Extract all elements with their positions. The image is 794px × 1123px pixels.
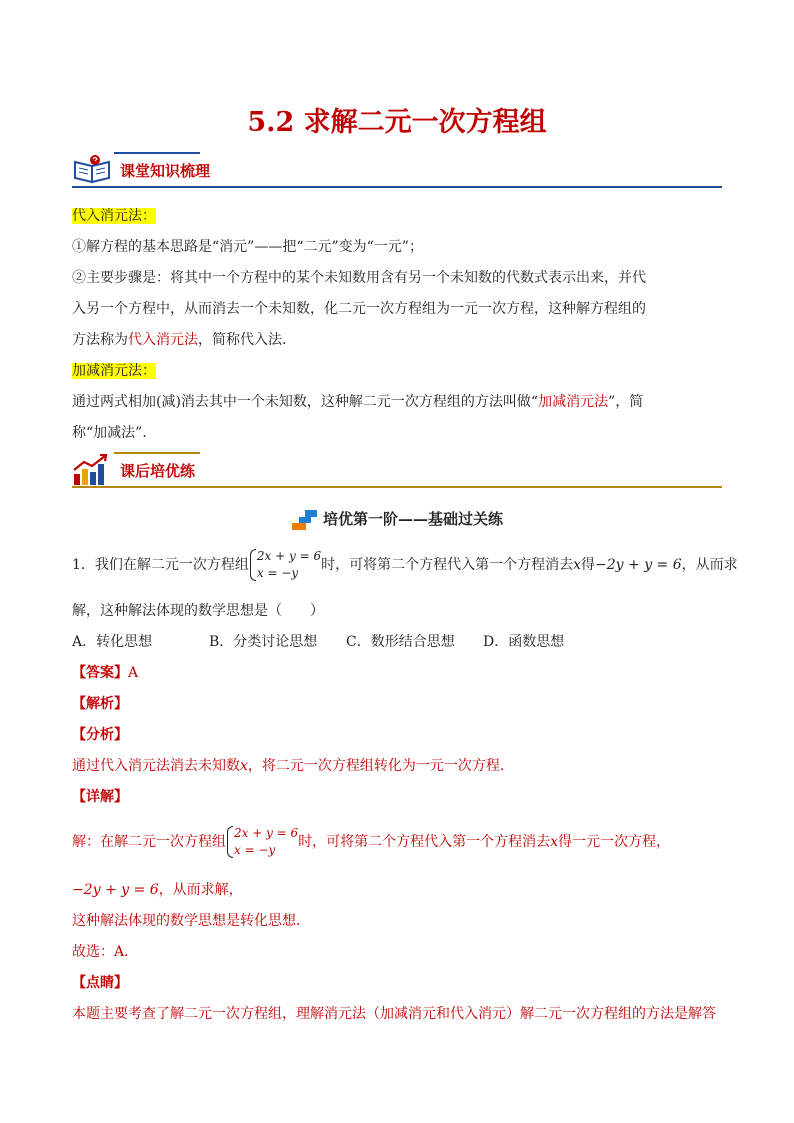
option-c: C．数形结合思想 [346,634,455,650]
comment-text: 本题主要考查了解二元一次方程组，理解消元法（加减消元和代入消元）解二元一次方程组的方法是解答 [72,1006,716,1022]
paragraph: ②主要步骤是：将其中一个方程中的某个未知数用含有另一个未知数的代数式表示出来，并代 [72,270,646,286]
bar-chart-icon [72,454,108,486]
detail-line4: 故选：A． [72,944,139,960]
question-stem-line2: 解，这种解法体现的数学思想是（ ） [72,603,324,619]
section-title: 课堂知识梳理 [120,162,211,180]
comment-label: 【点睛】 [72,975,128,991]
divider [72,486,722,488]
equation-system: 2x + y = 6 x = −y [226,825,298,859]
equation-system: 2x + y = 6 x = −y [249,548,321,582]
option-b: B．分类讨论思想 [209,634,318,650]
section-title: 课后培优练 [120,462,196,480]
option-d: D．函数思想 [483,634,565,650]
subheading-elimination: 加减消元法： [72,363,156,379]
detail-label: 【详解】 [72,789,128,805]
answer: 【答案】A [72,665,139,681]
section-header-knowledge [72,152,722,188]
stairs-icon [291,509,319,531]
detail-line1: 解：在解二元一次方程组2x + y = 6 x = −y 时，可将第二个方程代入第一个方程消去x得一元一次方程， [72,826,671,857]
paragraph: 方法称为代入消元法，简称代入法． [72,332,296,348]
page-title: 5.2 求解二元一次方程组 [247,107,547,138]
question-stem: 1．我们在解二元一次方程组2x + y = 6 x = −y 时，可将第二个方程代入第一个方程消去x得−2y + y = 6，从而求 [72,549,738,580]
section-header-practice [72,452,722,488]
divider [114,152,200,154]
analysis-label: 【解析】 [72,696,128,712]
stage-title: 培优第一阶——基础过关练 [0,508,794,531]
paragraph: ①解方程的基本思路是“消元”——把“二元”变为“一元”； [72,239,423,255]
fenxi-text: 通过代入消元法消去未知数x，将二元一次方程组转化为一元一次方程． [72,758,514,774]
divider [72,186,722,188]
paragraph: 通过两式相加(减)消去其中一个未知数，这种解二元一次方程组的方法叫做“加减消元法”，简 [72,394,644,410]
book-icon [72,154,112,184]
fenxi-label: 【分析】 [72,727,128,743]
detail-line2: −2y + y = 6，从而求解， [72,882,243,898]
paragraph: 入另一个方程中，从而消去一个未知数，化二元一次方程组为一元一次方程，这种解方程组的 [72,301,646,317]
detail-line3: 这种解法体现的数学思想是转化思想． [72,913,310,929]
paragraph: 称“加减法”． [72,425,157,441]
option-a: A．转化思想 [72,634,153,650]
subheading-substitution: 代入消元法： [72,208,156,224]
options [72,632,620,652]
divider [114,452,200,454]
